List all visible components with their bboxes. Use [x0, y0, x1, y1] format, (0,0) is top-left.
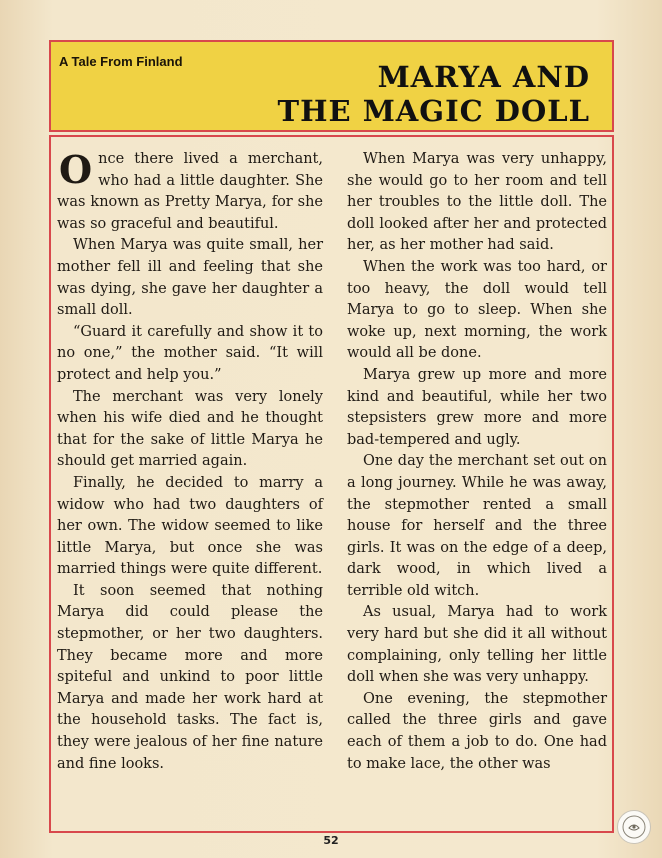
story-paragraph: When Marya was quite small, her mother fell ill and feeling that she was dying, she gave her daughter a small doll. [57, 237, 323, 319]
story-paragraph: When the work was too hard, or too heavy, the doll would tell Marya to go to sleep. When she woke up, next morning, the work would all be done. [347, 258, 607, 362]
story-paragraph: One day the merchant set out on a long journey. While he was away, the stepmother rented a small house for herself and the three girls. It was on the edge of a deep, dark wood, in which lived a terrible old witch. [347, 453, 607, 599]
story-text-frame [49, 135, 614, 833]
story-column-right [347, 149, 607, 775]
story-paragraph: The merchant was very lonely when his wife died and he thought that for the sake of little Marya he should get married again. [57, 388, 323, 470]
story-paragraph: As usual, Marya had to work very hard but she did it all without complaining, only telling her little doll when she was very unhappy. [347, 604, 607, 686]
story-title-line-2: THE MAGIC DOLL [277, 94, 590, 128]
story-title-line-1: MARYA AND [377, 60, 590, 94]
story-column-left [57, 149, 323, 775]
story-paragraph: One evening, the stepmother called the three girls and gave each of them a job to do. One had to make lace, the other was [347, 690, 607, 772]
story-paragraph [57, 149, 323, 235]
story-paragraph: “Guard it carefully and show it to no one,” the mother said. “It will protect and help you.” [57, 323, 323, 383]
page-number: 52 [323, 834, 339, 847]
story-paragraph: It soon seemed that nothing Marya did could please the stepmother, or her two daughters. They became more and more spiteful and unkind to poor little Marya and made her work hard at the household tasks. The fact is, they were jealous of her fine nature and fine looks. [57, 582, 323, 772]
stamp-seal-icon [617, 810, 651, 844]
story-paragraph: Marya grew up more and more kind and beautiful, while her two stepsisters grew more and more bad-tempered and ugly. [347, 366, 607, 448]
story-paragraph: Finally, he decided to marry a widow who had two daughters of her own. The widow seemed to like little Marya, but once she was married things were quite different. [57, 474, 323, 578]
drop-cap: O [59, 147, 93, 192]
tale-origin-label: A Tale From Finland [59, 54, 183, 69]
paragraph-text: nce there lived a merchant, who had a little daughter. She was known as Pretty Marya, for she was so graceful and beautiful. [57, 151, 323, 232]
story-paragraph: When Marya was very unhappy, she would go to her room and tell her troubles to the little doll. The doll looked after her and protected her, as her mother had said. [347, 151, 607, 254]
title-banner [49, 40, 614, 132]
